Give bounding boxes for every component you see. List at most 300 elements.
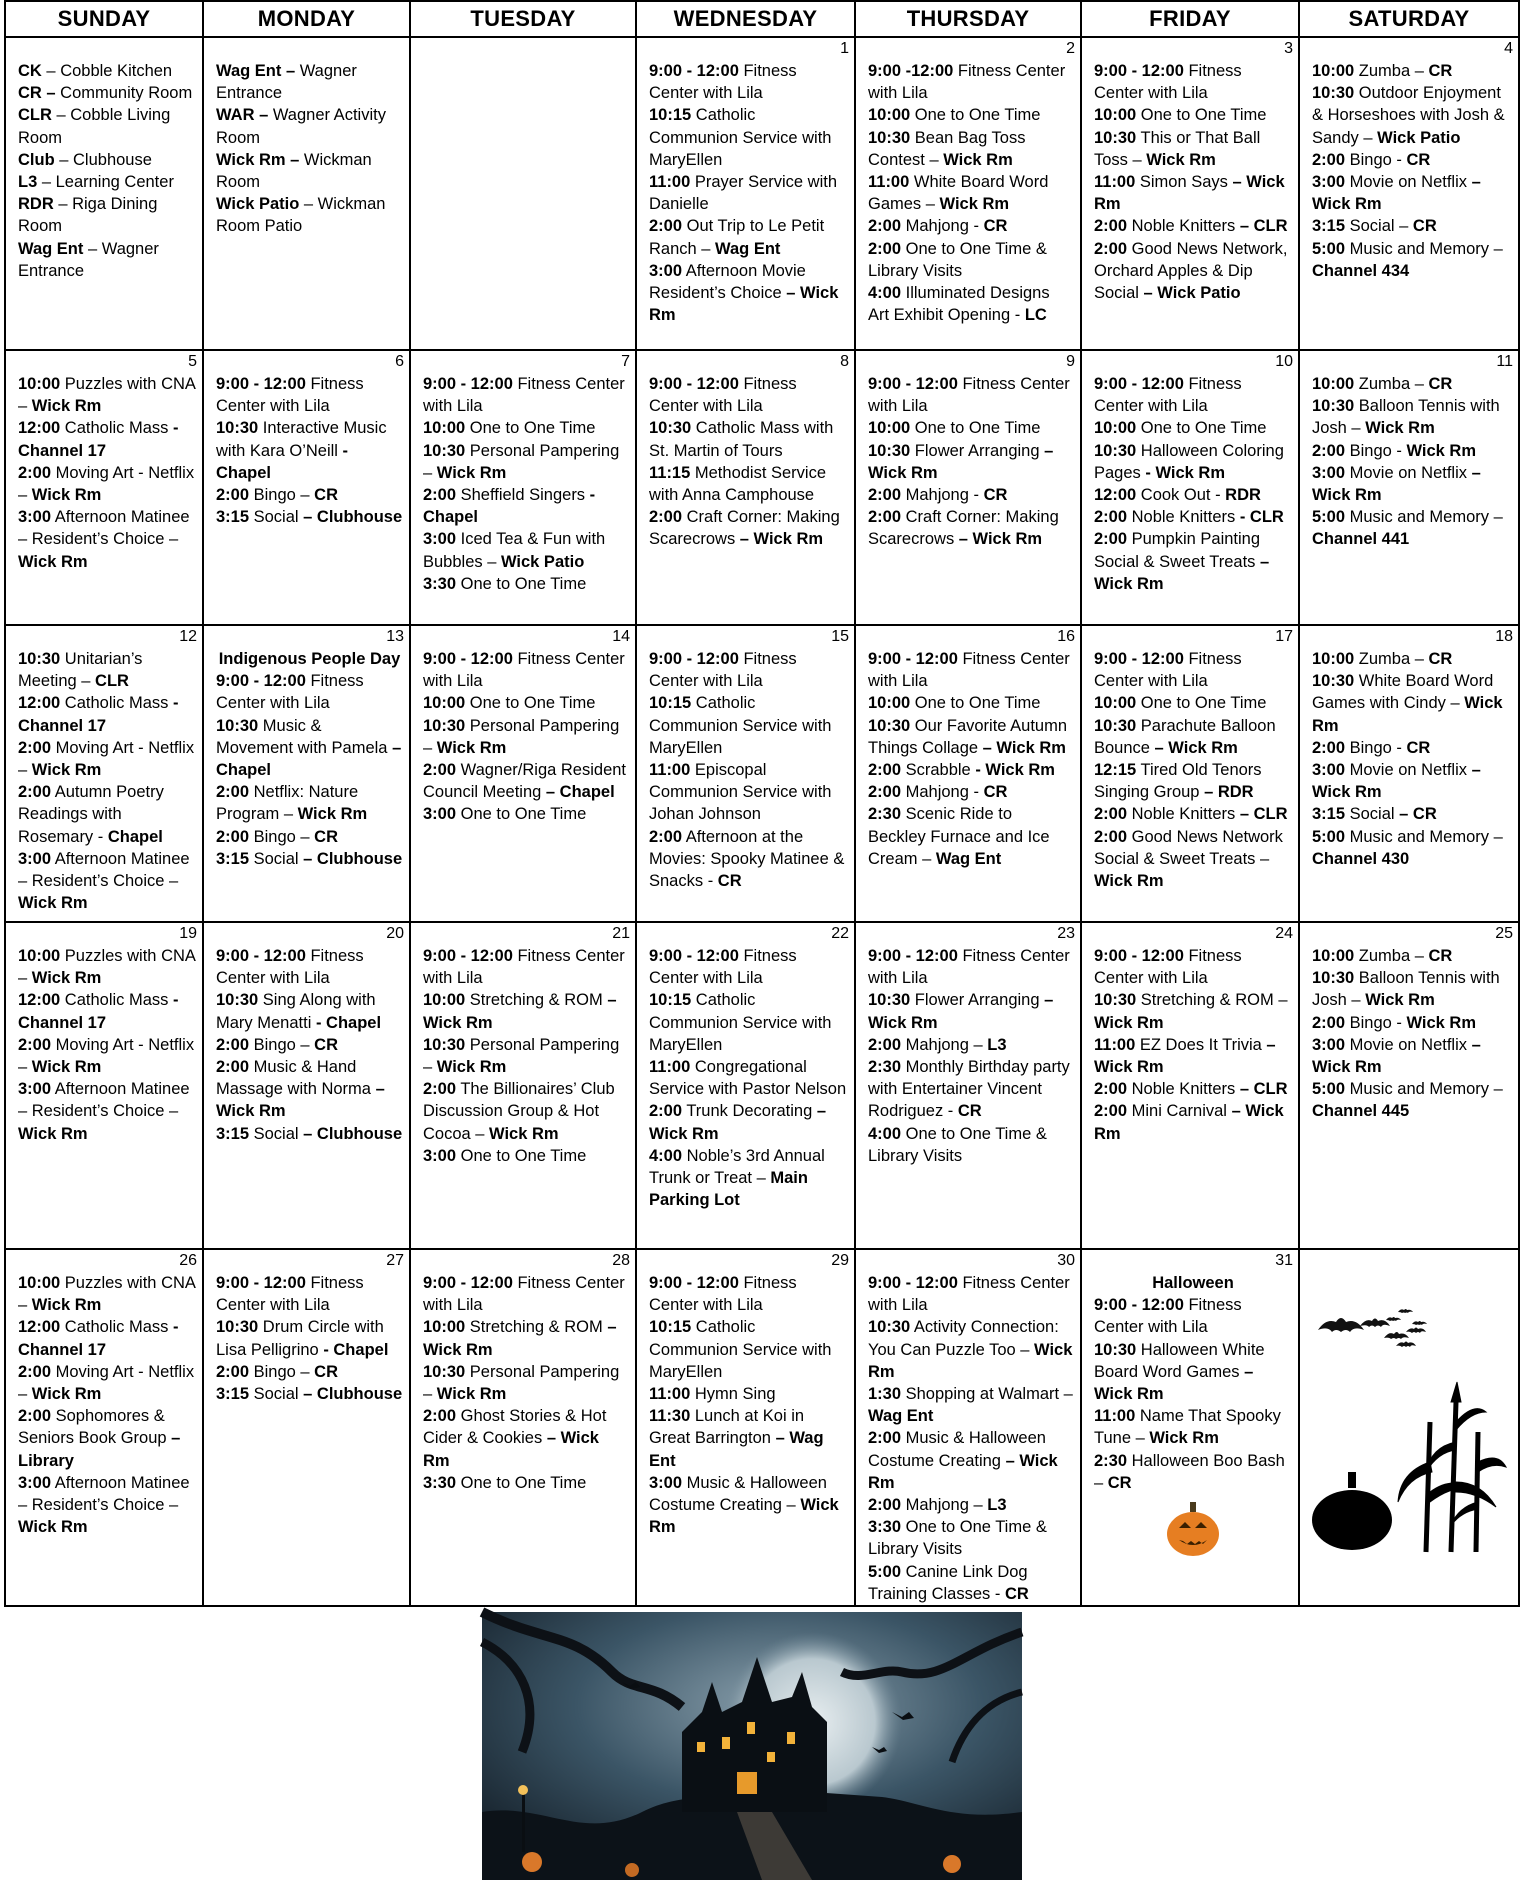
event-time: 12:00 xyxy=(18,991,61,1010)
event-description: Movie on Netflix xyxy=(1345,1035,1472,1054)
event-description: Personal Pampering – xyxy=(423,716,620,757)
event-time: 4:00 xyxy=(868,284,902,303)
event-entry xyxy=(868,127,1074,171)
day-events xyxy=(411,1269,635,1494)
day-cell xyxy=(1299,1249,1519,1606)
event-entry xyxy=(868,1316,1074,1383)
event-description: Lunch at Koi in Great Barrington xyxy=(649,1407,805,1448)
event-entry xyxy=(216,1034,403,1056)
event-description: Netflix: Nature Program – xyxy=(216,783,359,824)
event-entry xyxy=(1094,215,1292,237)
event-description: Community Room xyxy=(55,84,193,103)
event-entry xyxy=(216,373,403,417)
event-time: 9:00 - 12:00 xyxy=(423,947,513,965)
day-number: 1 xyxy=(840,40,849,57)
week-row xyxy=(5,1249,1519,1606)
event-entry xyxy=(18,1034,196,1078)
event-location: CR xyxy=(1428,375,1453,393)
event-location: – Wick Rm xyxy=(739,530,824,549)
event-entry xyxy=(868,715,1074,759)
day-cell xyxy=(5,1249,203,1606)
event-location: Wick Rm xyxy=(297,805,368,824)
event-time: 3:30 xyxy=(423,1473,457,1492)
event-time: 10:30 xyxy=(18,650,61,668)
event-location: – Wick Rm xyxy=(958,530,1043,549)
event-entry xyxy=(868,803,1074,870)
event-time: 10:00 xyxy=(1312,62,1355,80)
event-entry xyxy=(1094,1078,1292,1100)
event-location: – Wag Ent xyxy=(649,1429,824,1470)
event-description: Music & Halloween Costume Creating – xyxy=(649,1473,827,1515)
haunted-house-illustration xyxy=(482,1612,1022,1880)
event-time: 10:30 xyxy=(423,1035,466,1054)
event-description: Wagner Activity Room xyxy=(216,106,386,147)
event-description: Illuminated Designs Art Exhibit Opening - xyxy=(868,284,1050,325)
day-events xyxy=(204,57,409,238)
event-description: Bean Bag Toss Contest – xyxy=(868,128,1026,169)
event-entry xyxy=(423,803,629,825)
event-entry xyxy=(868,506,1074,550)
event-description: Fitness Center with Lila xyxy=(216,375,364,416)
event-description: Afternoon Matinee – Resident’s Choice – xyxy=(18,508,190,549)
event-description: Social xyxy=(249,849,304,868)
day-cell xyxy=(410,1249,636,1606)
day-events xyxy=(1082,645,1298,892)
event-entry xyxy=(649,826,848,893)
event-description: Sheffield Singers xyxy=(456,486,590,505)
event-description: Sing Along with Mary Menatti xyxy=(216,991,376,1032)
event-time: 9:00 - 12:00 xyxy=(1094,375,1184,393)
event-entry xyxy=(1312,395,1512,439)
event-time: 2:00 xyxy=(1312,1013,1346,1032)
event-description: Out Trip to Le Petit Ranch – xyxy=(649,217,825,258)
event-time: 3:15 xyxy=(1312,805,1346,824)
day-number: 5 xyxy=(188,353,197,370)
event-time: WAR – xyxy=(216,106,269,125)
event-description: Zumba – xyxy=(1354,375,1429,393)
event-location: Main Parking Lot xyxy=(649,1169,808,1210)
event-description: Bingo – xyxy=(249,1362,315,1381)
event-location: LC xyxy=(1024,306,1047,325)
event-location: – Wick Rm xyxy=(1154,738,1238,757)
event-entry xyxy=(868,1383,1074,1427)
event-entry xyxy=(423,417,629,439)
event-location: CR xyxy=(1412,217,1437,236)
day-events xyxy=(856,370,1080,551)
event-description: Catholic Mass xyxy=(60,1318,173,1337)
event-location: Wick Rm xyxy=(489,1124,559,1143)
event-entry xyxy=(1094,238,1292,305)
event-description: One to One Time xyxy=(910,694,1041,713)
day-cell xyxy=(636,1249,855,1606)
event-location: – Wick Rm xyxy=(1312,463,1481,505)
event-entry xyxy=(1312,440,1512,462)
event-time: 10:00 xyxy=(1312,375,1355,393)
event-entry xyxy=(868,945,1074,989)
day-events xyxy=(6,57,202,282)
event-description: Social xyxy=(1345,805,1400,824)
event-entry xyxy=(1312,171,1512,215)
day-cell xyxy=(1081,625,1299,922)
event-entry xyxy=(868,692,1074,714)
event-location: CR xyxy=(983,486,1008,505)
event-time: 2:00 xyxy=(649,1102,683,1121)
event-description: Noble Knitters xyxy=(1127,217,1240,236)
event-entry xyxy=(868,781,1074,803)
event-description: Fitness Center with Lila xyxy=(868,375,1070,416)
event-entry xyxy=(18,1405,196,1472)
calendar-table xyxy=(4,0,1520,1607)
event-location: Wick Rm xyxy=(1365,419,1435,438)
event-location: L3 xyxy=(987,1035,1007,1054)
event-description: Mahjong - xyxy=(901,783,984,802)
day-events xyxy=(856,942,1080,1167)
event-description: Unitarian’s Meeting – xyxy=(18,650,143,691)
event-location: – Wick Rm xyxy=(868,441,1054,482)
event-entry xyxy=(1094,1339,1292,1406)
day-events xyxy=(637,645,854,892)
event-entry xyxy=(18,1361,196,1405)
event-entry xyxy=(649,1316,848,1383)
event-location: Wick Rm xyxy=(31,486,102,505)
event-location: – Wick Rm xyxy=(868,1451,1058,1492)
event-location: Wick Rm xyxy=(18,552,88,571)
calendar-body xyxy=(5,37,1519,1606)
event-description: Catholic Mass with St. Martin of Tours xyxy=(649,419,834,460)
day-number: 20 xyxy=(386,925,404,942)
event-entry xyxy=(423,373,629,417)
event-description: Ghost Stories & Hot Cider & Cookies xyxy=(423,1407,607,1448)
event-entry xyxy=(649,945,848,989)
day-cell xyxy=(855,625,1081,922)
event-location: Wick Rm xyxy=(436,1385,507,1404)
event-description: Halloween White Board Word Games xyxy=(1094,1340,1265,1381)
day-events xyxy=(856,57,1080,326)
event-description: Afternoon Matinee – Resident’s Choice – xyxy=(18,849,190,891)
event-description: Stretching & ROM xyxy=(465,1318,608,1337)
event-description: Music and Memory – xyxy=(1345,239,1503,258)
event-description: Music & Halloween Costume Creating xyxy=(868,1429,1046,1470)
event-time: 11:00 xyxy=(1094,1407,1136,1426)
event-location: Wag Ent xyxy=(868,1407,934,1426)
header-friday: FRIDAY xyxy=(1081,1,1299,37)
event-location: CLR xyxy=(95,672,129,691)
event-description: Catholic Mass xyxy=(60,694,173,713)
event-time: 10:00 xyxy=(868,694,911,713)
event-entry xyxy=(18,238,196,282)
event-entry xyxy=(649,648,848,692)
event-description: Movie on Netflix xyxy=(1345,173,1472,192)
event-time: 2:00 xyxy=(868,217,902,236)
event-entry xyxy=(868,60,1074,104)
event-location: Wick Rm xyxy=(31,1296,102,1315)
event-time: 10:30 xyxy=(216,716,259,735)
event-time: 10:30 xyxy=(1094,441,1137,460)
day-cell xyxy=(855,350,1081,625)
event-entry xyxy=(423,1361,629,1405)
event-entry xyxy=(868,238,1074,282)
event-description: One to One Time xyxy=(456,805,587,824)
event-entry xyxy=(423,1145,629,1167)
event-time: 3:00 xyxy=(1312,1035,1346,1054)
header-saturday: SATURDAY xyxy=(1299,1,1519,37)
event-time: 3:00 xyxy=(423,1146,457,1165)
event-entry xyxy=(649,1100,848,1144)
event-location: Wick Patio xyxy=(1377,128,1461,147)
event-location: – Wick Rm xyxy=(1312,761,1481,802)
event-time: 2:00 xyxy=(1312,150,1346,169)
event-location: CR xyxy=(1004,1584,1029,1603)
event-time: 10:00 xyxy=(868,106,911,125)
jack-o-lantern-icon xyxy=(1094,1500,1292,1564)
event-description: Balloon Tennis with Josh – xyxy=(1312,969,1500,1010)
event-entry xyxy=(423,759,629,803)
event-time: 3:00 xyxy=(1312,761,1346,780)
event-description: Mahjong – xyxy=(901,1496,988,1515)
day-events xyxy=(411,370,635,595)
event-description: Moving Art - Netflix – xyxy=(18,1362,195,1404)
day-cell xyxy=(203,922,410,1249)
event-time: 10:15 xyxy=(649,1318,692,1337)
event-description: Wickman Room xyxy=(216,150,372,192)
event-location: Wick Rm xyxy=(1406,441,1477,460)
event-description: Moving Art - Netflix – xyxy=(18,1035,195,1077)
event-entry xyxy=(1094,989,1292,1033)
event-time: 2:00 xyxy=(868,1035,902,1054)
event-entry xyxy=(868,1034,1074,1056)
event-entry xyxy=(18,193,196,237)
event-entry xyxy=(1312,60,1512,82)
event-time: 1:30 xyxy=(868,1385,902,1404)
event-entry xyxy=(868,1427,1074,1494)
event-description: EZ Does It Trivia xyxy=(1135,1035,1267,1054)
event-time: 3:00 xyxy=(18,508,52,527)
event-time: 5:00 xyxy=(868,1562,902,1581)
event-time: 9:00 - 12:00 xyxy=(868,947,958,965)
event-entry xyxy=(649,60,848,104)
weekday-header-row xyxy=(5,1,1519,37)
event-time: 3:30 xyxy=(868,1518,902,1537)
event-location: - Wick Rm xyxy=(975,761,1055,780)
day-number: 31 xyxy=(1275,1252,1293,1269)
event-entry xyxy=(1094,1100,1292,1144)
event-time: 10:30 xyxy=(868,441,911,460)
event-location: CR xyxy=(1428,947,1453,965)
day-cell xyxy=(855,1249,1081,1606)
event-description: Catholic Mass xyxy=(60,419,173,438)
event-location: – Wick Rm xyxy=(1094,1362,1254,1404)
event-description: Wagner Entrance xyxy=(216,62,357,103)
event-entry xyxy=(868,1056,1074,1123)
day-cell xyxy=(855,37,1081,350)
event-time: 10:00 xyxy=(1094,694,1137,713)
event-time: 2:00 xyxy=(18,463,52,482)
event-description: Bingo - xyxy=(1345,150,1407,169)
event-description: Balloon Tennis with Josh – xyxy=(1312,397,1500,438)
day-number: 16 xyxy=(1057,628,1075,645)
event-description: One to One Time xyxy=(456,1146,587,1165)
day-number: 15 xyxy=(831,628,849,645)
day-number: 30 xyxy=(1057,1252,1075,1269)
day-number: 7 xyxy=(621,353,630,370)
event-description: Shopping at Walmart – xyxy=(901,1385,1073,1404)
event-entry xyxy=(216,193,403,237)
event-time: 11:00 xyxy=(1094,1035,1136,1054)
event-entry xyxy=(18,1316,196,1360)
event-time: 9:00 - 12:00 xyxy=(423,1274,513,1292)
event-entry xyxy=(868,484,1074,506)
event-time: 2:00 xyxy=(649,508,683,527)
event-description: One to One Time xyxy=(1136,694,1267,713)
event-description: Personal Pampering – xyxy=(423,1035,620,1077)
event-entry xyxy=(1094,104,1292,126)
event-description: Flower Arranging xyxy=(910,441,1045,460)
event-description: Pumpkin Painting Social & Sweet Treats xyxy=(1094,530,1261,571)
event-description: Catholic Communion Service with MaryEllen xyxy=(649,694,832,757)
event-entry xyxy=(216,1361,403,1383)
event-location: CR xyxy=(1406,738,1431,757)
event-entry xyxy=(1312,462,1512,506)
event-time: 10:30 xyxy=(1094,1340,1137,1359)
day-number: 3 xyxy=(1284,40,1293,57)
event-description: Fitness Center with Lila xyxy=(423,1274,625,1315)
event-time: 12:00 xyxy=(1094,486,1137,505)
event-time: 11:00 xyxy=(1094,173,1136,192)
event-time: 2:00 xyxy=(423,486,457,505)
event-description: Social xyxy=(249,1124,304,1143)
event-location: Wick Rm xyxy=(1365,991,1435,1010)
event-entry xyxy=(423,1472,629,1494)
event-location: – Clubhouse xyxy=(303,1385,403,1404)
event-location: Wick Rm xyxy=(436,463,507,482)
event-location: CR xyxy=(314,1035,339,1054)
event-time: 3:15 xyxy=(216,508,250,527)
event-description: Social – xyxy=(1345,217,1413,236)
event-description: – Clubhouse xyxy=(54,150,152,169)
event-entry xyxy=(423,1078,629,1145)
event-description: Fitness Center with Lila xyxy=(423,650,625,691)
event-time: 9:00 - 12:00 xyxy=(868,650,958,668)
event-time: 3:30 xyxy=(423,574,457,593)
event-time: 2:00 xyxy=(216,827,250,846)
event-location: - Chapel xyxy=(216,441,349,482)
event-entry xyxy=(1312,1078,1512,1122)
event-description: Sophomores & Seniors Book Group xyxy=(18,1407,172,1448)
event-description: – Wagner Entrance xyxy=(18,239,159,280)
event-time: 2:00 xyxy=(868,761,902,780)
day-events xyxy=(1300,942,1518,1123)
event-description: White Board Word Games – xyxy=(868,173,1049,214)
event-description: – Cobble Kitchen xyxy=(41,62,173,80)
day-events xyxy=(1300,645,1518,870)
day-number: 24 xyxy=(1275,925,1293,942)
event-entry xyxy=(18,82,196,104)
event-description: Our Favorite Autumn Things Collage xyxy=(868,716,1068,757)
event-time: 10:00 xyxy=(1312,947,1355,965)
event-location: - Chapel xyxy=(315,1013,382,1032)
day-number: 25 xyxy=(1495,925,1513,942)
event-entry xyxy=(1094,484,1292,506)
day-number: 2 xyxy=(1066,40,1075,57)
day-events xyxy=(6,942,202,1145)
event-description: Stretching & ROM – xyxy=(1136,991,1288,1010)
event-location: - CLR xyxy=(1239,508,1284,527)
event-description: Fitness Center with Lila xyxy=(1094,375,1242,416)
event-entry xyxy=(18,781,196,848)
event-entry xyxy=(868,104,1074,126)
event-entry xyxy=(1094,506,1292,528)
event-location: Channel 430 xyxy=(1312,849,1410,868)
event-description: Catholic Communion Service with MaryEllen xyxy=(649,1318,832,1381)
event-entry xyxy=(1312,82,1512,149)
day-events xyxy=(204,942,409,1145)
event-entry xyxy=(423,440,629,484)
event-time: 2:00 xyxy=(868,1496,902,1515)
event-entry xyxy=(18,104,196,148)
event-time: 9:00 - 12:00 xyxy=(649,375,739,393)
event-time: 11:00 xyxy=(649,173,691,192)
event-entry xyxy=(868,417,1074,439)
event-entry xyxy=(423,1405,629,1472)
event-location: – Wick Rm xyxy=(1094,552,1270,593)
event-time: 2:00 xyxy=(1094,217,1128,236)
event-description: – Riga Dining Room xyxy=(18,195,158,236)
event-time: 10:30 xyxy=(868,1318,911,1337)
day-cell xyxy=(636,350,855,625)
event-location: - Channel 17 xyxy=(18,1318,179,1359)
event-entry xyxy=(1094,171,1292,215)
event-description: Stretching & ROM xyxy=(465,991,608,1010)
event-time: 3:00 xyxy=(649,1473,683,1492)
day-cell xyxy=(410,37,636,350)
day-events xyxy=(637,57,854,326)
event-time: 2:00 xyxy=(1094,530,1128,549)
event-time: 2:00 xyxy=(1094,805,1128,824)
event-entry xyxy=(216,848,403,870)
event-time: L3 xyxy=(18,173,38,192)
event-entry xyxy=(1094,759,1292,803)
event-entry xyxy=(423,945,629,989)
event-location: CR xyxy=(314,1362,339,1381)
event-description: Fitness Center with Lila xyxy=(649,375,797,416)
day-cell xyxy=(5,625,203,922)
event-entry xyxy=(18,989,196,1033)
event-entry xyxy=(1312,1034,1512,1078)
event-location: Wick Rm xyxy=(31,397,102,416)
event-description: Noble Knitters xyxy=(1127,805,1240,824)
event-location: – Wick Patio xyxy=(1143,284,1241,303)
event-time: 2:00 xyxy=(1094,508,1128,527)
event-time: 11:30 xyxy=(649,1407,691,1426)
event-time: 10:30 xyxy=(423,441,466,460)
event-time: 2:00 xyxy=(18,738,52,757)
event-entry xyxy=(216,104,403,148)
event-time: 10:00 xyxy=(18,375,61,393)
day-cell xyxy=(1299,922,1519,1249)
event-time: 3:15 xyxy=(1312,217,1346,236)
event-time: 3:00 xyxy=(1312,463,1346,482)
event-description: One to One Time & Library Visits xyxy=(868,1518,1047,1559)
event-location: – Wick Rm xyxy=(649,1102,827,1143)
event-description: One to One Time xyxy=(910,106,1041,125)
event-time: 3:00 xyxy=(649,261,683,280)
event-location: – CLR xyxy=(1239,1080,1288,1099)
event-time: 9:00 - 12:00 xyxy=(216,375,306,393)
event-description: Zumba – xyxy=(1354,650,1429,668)
event-entry xyxy=(18,1078,196,1145)
event-location: Wick Rm xyxy=(18,1124,88,1143)
event-location: CR xyxy=(717,872,742,891)
